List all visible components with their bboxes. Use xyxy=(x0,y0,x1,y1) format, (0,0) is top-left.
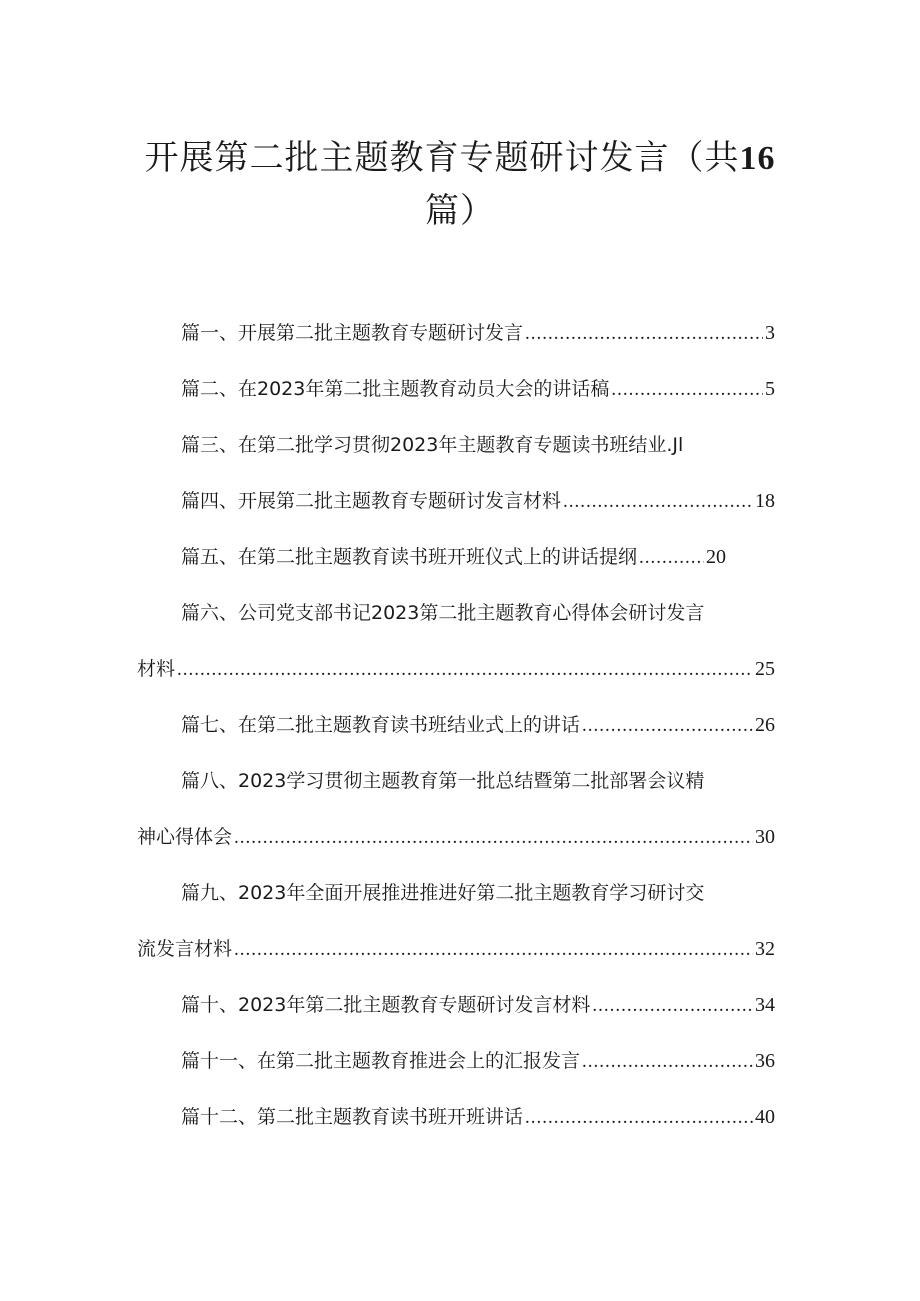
toc-leader-dots xyxy=(563,489,753,515)
toc-entry-title: 篇四、开展第二批主题教育专题研讨发言材料 xyxy=(181,490,562,512)
toc-entry-title: 篇三、在第二批学习贯彻2023年主题教育专题读书班结业.Jl xyxy=(181,434,684,456)
toc-entry-12[interactable] xyxy=(181,1104,775,1131)
toc-entry-title: 篇二、在2023年第二批主题教育动员大会的讲话稿 xyxy=(181,378,610,400)
toc-entry-10[interactable] xyxy=(181,992,775,1019)
toc-leader-dots xyxy=(639,545,704,571)
toc-entry-6-continuation[interactable] xyxy=(137,656,775,683)
toc-entry-7[interactable] xyxy=(181,712,775,739)
title-tail: 篇） xyxy=(425,191,495,231)
toc-leader-dots xyxy=(592,993,753,1019)
toc-entry-title: 篇七、在第二批主题教育读书班结业式上的讲话 xyxy=(181,714,581,736)
toc-page-number: 40 xyxy=(755,1106,775,1128)
toc-entry-11[interactable] xyxy=(181,1048,775,1075)
toc-entry-5[interactable] xyxy=(181,544,726,571)
toc-page-number: 3 xyxy=(765,322,775,344)
toc-entry-title: 篇十、2023年第二批主题教育专题研讨发言材料 xyxy=(181,994,591,1016)
toc-entry-title: 篇十二、第二批主题教育读书班开班讲话 xyxy=(181,1106,524,1128)
toc-leader-dots xyxy=(582,1049,753,1075)
toc-page-number: 5 xyxy=(765,378,775,400)
toc-leader-dots xyxy=(234,937,753,963)
toc-entry-title: 篇九、2023年全面开展推进推进好第二批主题教育学习研讨交 xyxy=(181,882,705,904)
toc-entry-title: 篇六、公司党支部书记2023第二批主题教育心得体会研讨发言 xyxy=(181,602,705,624)
toc-page-number: 36 xyxy=(755,1050,775,1072)
toc-leader-dots xyxy=(525,1105,753,1131)
toc-page-number: 26 xyxy=(755,714,775,736)
title-main: 开展第二批主题教育专题研讨发言（共 xyxy=(144,138,740,178)
toc-page-number: 34 xyxy=(755,994,775,1016)
toc-page-number: 30 xyxy=(755,826,775,848)
toc-page-number: 18 xyxy=(755,490,775,512)
toc-page-number: 25 xyxy=(755,658,775,680)
toc-entry-3[interactable] xyxy=(181,432,683,458)
toc-entry-title: 篇八、2023学习贯彻主题教育第一批总结暨第二批部署会议精 xyxy=(181,770,705,792)
toc-entry-9-continuation[interactable] xyxy=(137,936,775,963)
title-count: 16 xyxy=(739,140,776,177)
toc-leader-dots xyxy=(525,321,763,347)
toc-page-number: 32 xyxy=(755,938,775,960)
toc-entry-title-continuation: 材料 xyxy=(137,658,176,680)
toc-entry-title-continuation: 流发言材料 xyxy=(137,938,233,960)
toc-entry-1[interactable] xyxy=(181,320,775,347)
toc-entry-title: 篇一、开展第二批主题教育专题研讨发言 xyxy=(181,322,524,344)
toc-entry-2[interactable] xyxy=(181,376,775,403)
toc-leader-dots xyxy=(582,713,753,739)
toc-entry-title: 篇五、在第二批主题教育读书班开班仪式上的讲话提纲 xyxy=(181,546,638,568)
toc-leader-dots xyxy=(234,825,753,851)
toc-entry-6[interactable] xyxy=(181,600,704,626)
toc-entry-8-continuation[interactable] xyxy=(137,824,775,851)
toc-entry-8[interactable] xyxy=(181,768,704,794)
toc-entry-title-continuation: 神心得体会 xyxy=(137,826,233,848)
toc-leader-dots xyxy=(611,377,763,403)
toc-entry-9[interactable] xyxy=(181,880,704,906)
toc-entry-title: 篇十一、在第二批主题教育推进会上的汇报发言 xyxy=(181,1050,581,1072)
toc-page-number: 20 xyxy=(706,546,726,568)
toc-leader-dots xyxy=(177,657,753,683)
toc-entry-4[interactable] xyxy=(181,488,775,515)
